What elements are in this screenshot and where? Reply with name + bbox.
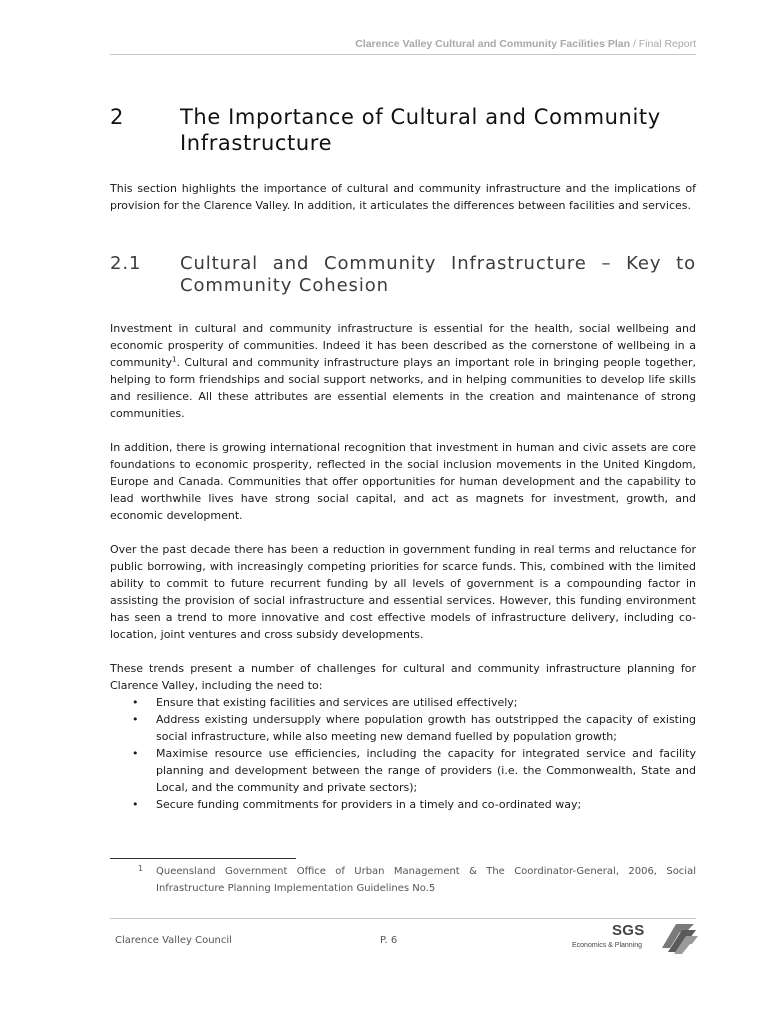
subsection-heading <box>110 253 696 297</box>
paragraph-1-text-b: . Cultural and community infrastructure plays an important role in bringing people together, helping to form friendships and social support networks, and in helping communities to develop life skills and resilience. All these attributes are essential elements in the creation and maintenance of strong communities. <box>110 356 696 420</box>
section-heading <box>110 104 696 156</box>
footer-rule <box>110 918 696 919</box>
header-title: Clarence Valley Cultural and Community Facilities Plan <box>355 38 631 50</box>
paragraph-3: Over the past decade there has been a reduction in government funding in real terms and reluctance for public borrowing, with increasingly competing priorities for scarce funds. This, combined with the limited ability to commit to future recurrent funding by all levels of government is a compounding factor in assisting the provision of social infrastructure and essential services. However, this funding environment has seen a trend to more innovative and cost effective models of infrastructure delivery, including co-location, joint ventures and cross subsidy developments. <box>110 543 696 641</box>
list-item-text: Address existing undersupply where population growth has outstripped the capacity of existing social infrastructure, while also meeting new demand fuelled by population growth; <box>156 713 696 743</box>
bullet-icon: • <box>132 713 139 726</box>
section-intro: This section highlights the importance of cultural and community infrastructure and the implications of provision for the Clarence Valley. In addition, it articulates the differences between facilities and services. <box>110 182 696 212</box>
paragraph-1 <box>110 320 696 422</box>
header-rule <box>110 54 696 55</box>
logo-tagline: Economics & Planning <box>572 942 643 949</box>
list-item <box>110 796 696 813</box>
logo-name: SGS <box>612 922 645 939</box>
list-item-text: Maximise resource use efficiencies, including the capacity for integrated service and facility planning and development between the range of providers (i.e. the Commonwealth, State and Local, and the community and private sectors); <box>156 747 696 794</box>
bullet-icon: • <box>132 696 139 709</box>
paragraph-4: These trends present a number of challenges for cultural and community infrastructure planning for Clarence Valley, including the need to: <box>110 662 696 692</box>
paragraph-2: In addition, there is growing international recognition that investment in human and civic assets are core foundations to economic prosperity, reflected in the social inclusion movements in the United Kingdom, Europe and Canada. Communities that offer opportunities for human development and the capability to lead worthwhile lives have strong social capital, and act as magnets for investment, growth, and economic development. <box>110 441 696 522</box>
bullet-icon: • <box>132 798 139 811</box>
list-item-text: Ensure that existing facilities and services are utilised effectively; <box>156 696 518 709</box>
challenges-list <box>110 694 696 813</box>
list-item <box>110 694 696 711</box>
list-item <box>110 711 696 745</box>
subsection-number: 2.1 <box>110 253 142 274</box>
footnote-rule <box>110 858 296 859</box>
footnote <box>110 863 696 897</box>
sgs-logo-icon <box>656 918 700 956</box>
running-header <box>355 38 696 50</box>
list-item <box>110 745 696 796</box>
bullet-icon: • <box>132 747 139 760</box>
paragraph-1-text-a: Investment in cultural and community infrastructure is essential for the health, social wellbeing and economic prosperity of communities. Indeed it has been described as the cornerstone of wellbeing in a community <box>110 322 696 369</box>
section-title: The Importance of Cultural and Community Infrastructure <box>180 105 661 155</box>
footnote-number: 1 <box>138 864 144 873</box>
page-number: P. 6 <box>380 935 398 946</box>
subsection-title: Cultural and Community Infrastructure – Key to Community Cohesion <box>180 253 696 296</box>
header-subtitle: Final Report <box>638 38 696 50</box>
footnote-reference: 1 <box>172 355 177 364</box>
list-item-text: Secure funding commitments for providers in a timely and co-ordinated way; <box>156 798 582 811</box>
footer-client: Clarence Valley Council <box>115 935 232 946</box>
footnote-text: Queensland Government Office of Urban Management & The Coordinator-General, 2006, Social Infrastructure Planning Implementation Guidelines No.5 <box>156 866 696 894</box>
section-number: 2 <box>110 105 124 129</box>
header-separator: / <box>630 38 639 50</box>
